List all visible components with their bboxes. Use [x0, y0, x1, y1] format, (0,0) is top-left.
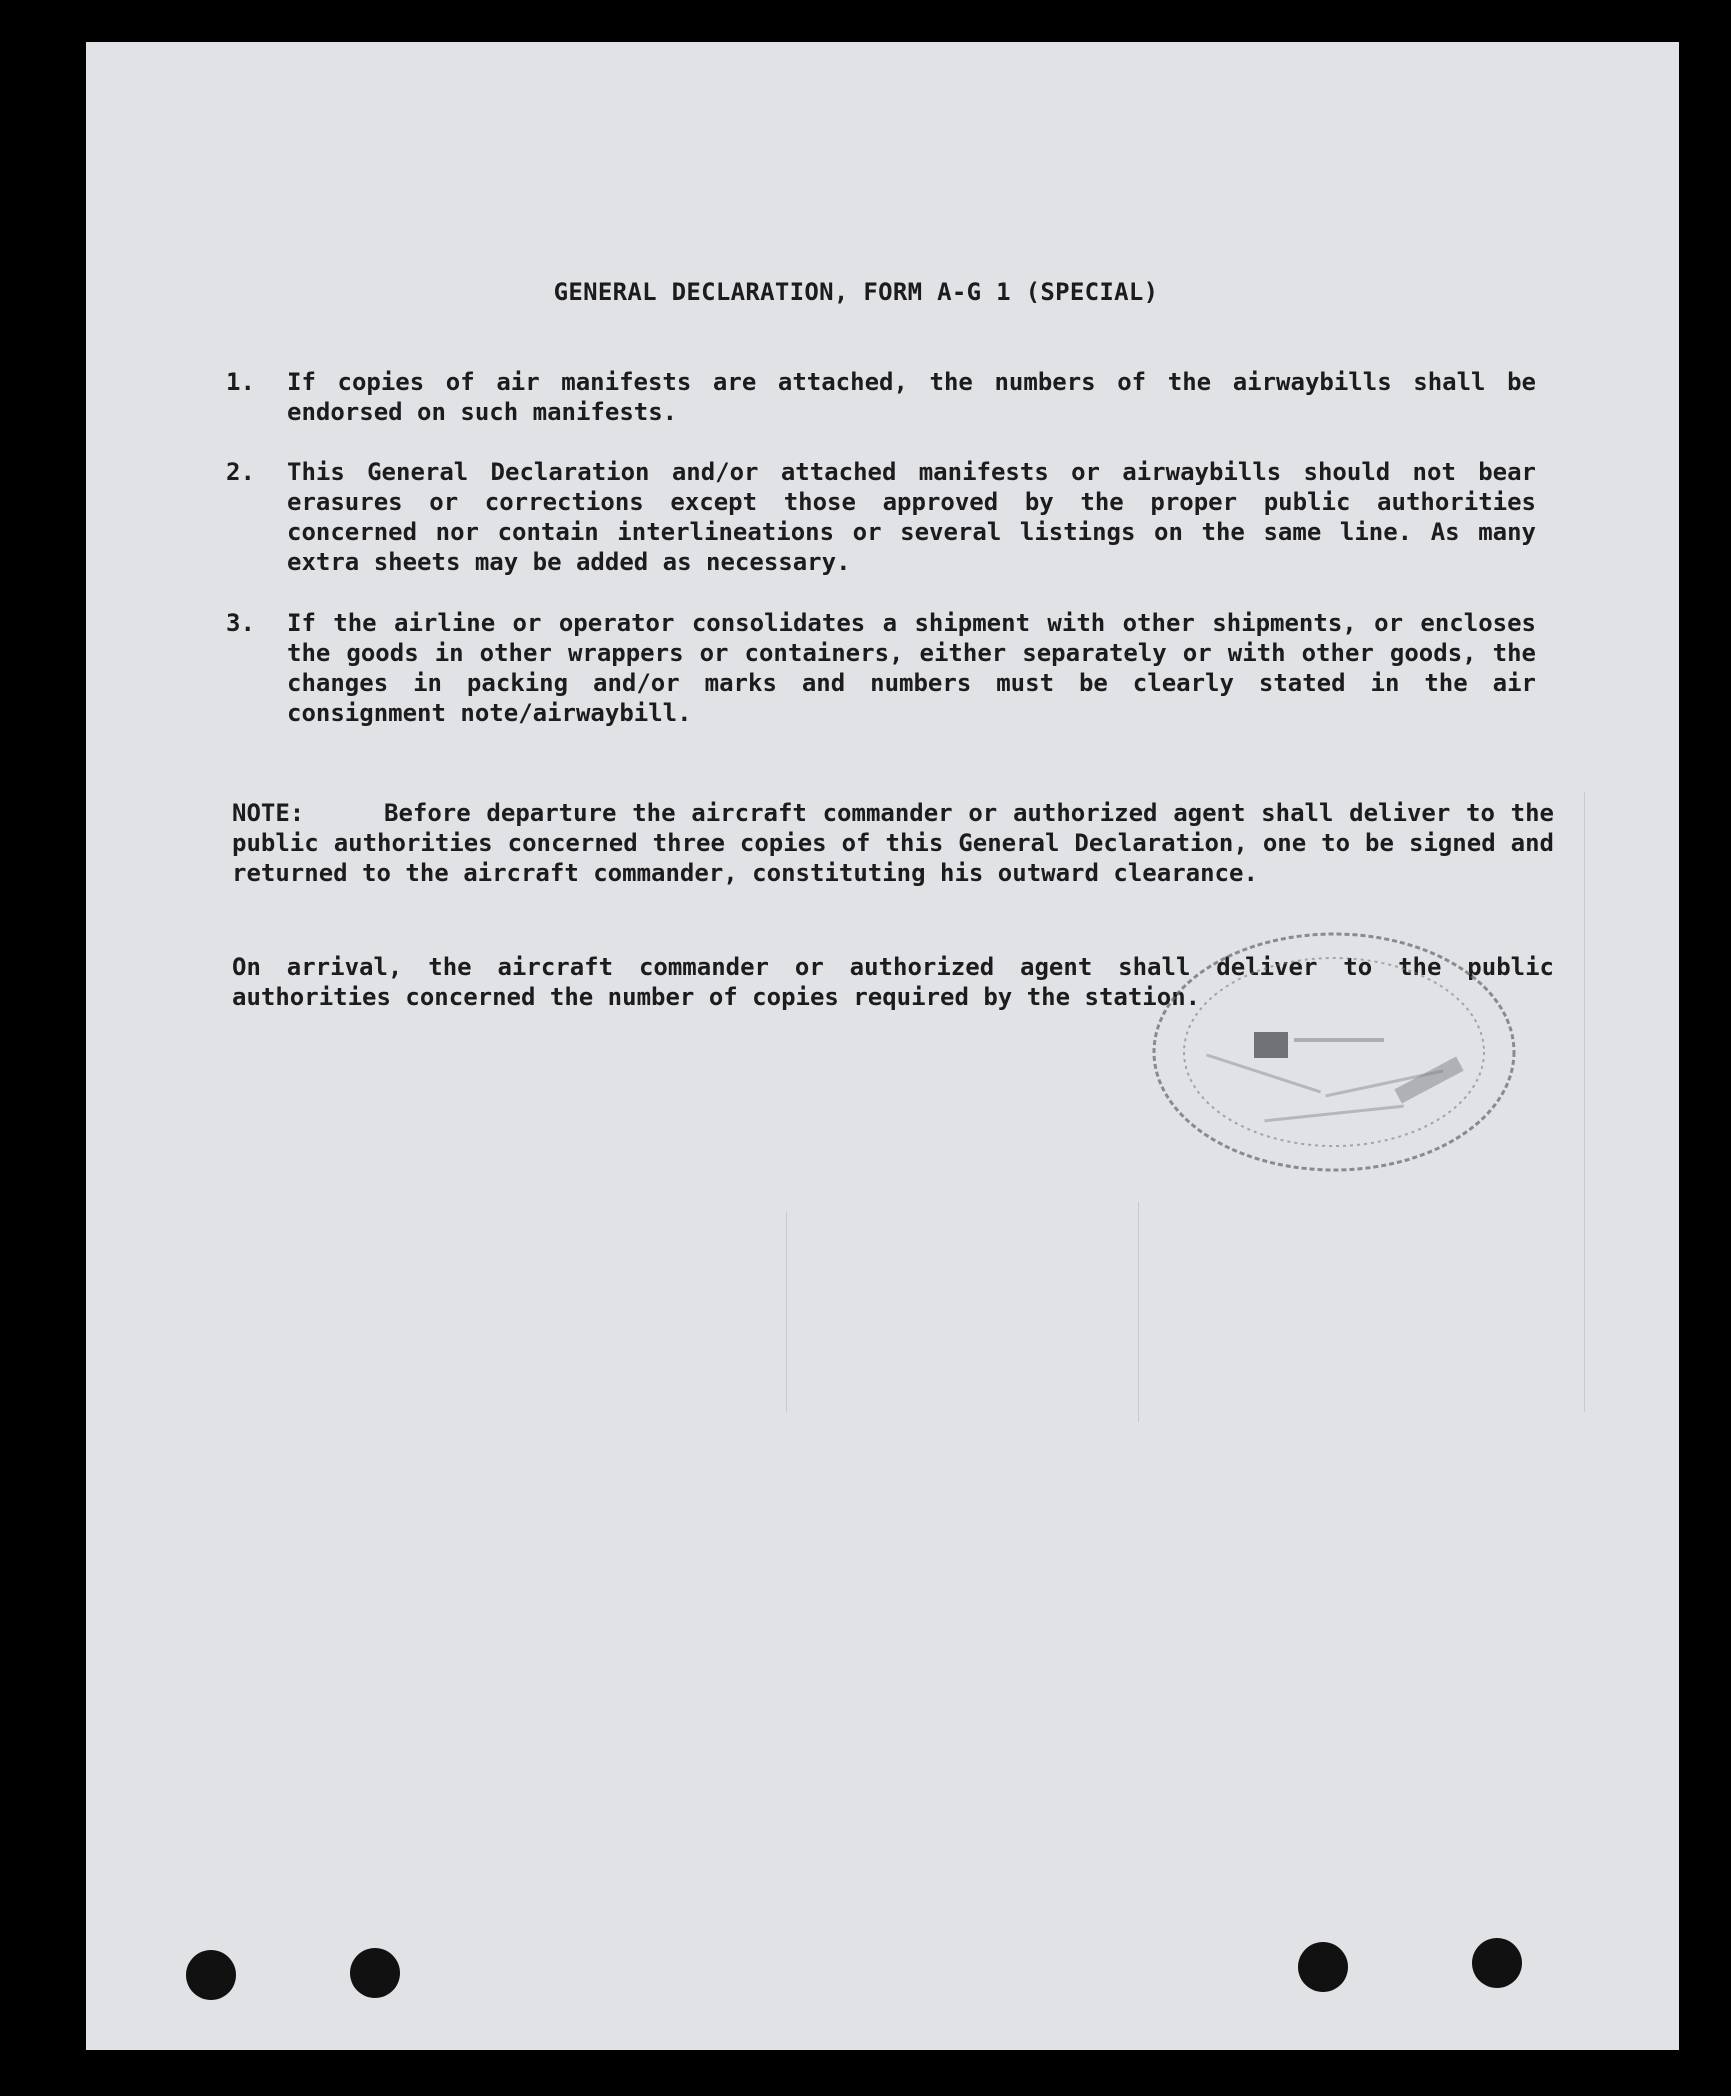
list-item [226, 608, 1536, 728]
list-item-number: 1. [226, 368, 255, 396]
list-item-number: 2. [226, 458, 255, 486]
show-through-line [1138, 1202, 1139, 1422]
punch-hole [186, 1950, 236, 2000]
list-item-text: If copies of air manifests are attached, the numbers of the airwaybills shall be endorsed on such manifests. [287, 368, 1536, 426]
arrival-paragraph: On arrival, the aircraft commander or authorized agent shall deliver to the public authorities concerned the number of copies required by the station. [232, 953, 1554, 1011]
list-item-text: This General Declaration and/or attached manifests or airwaybills should not bear erasures or corrections except those approved by the proper public authorities concerned nor contain interlineations or several listings on the same line. As many extra sheets may be added as necessary. [287, 458, 1536, 576]
punch-hole [350, 1948, 400, 1998]
list-item-number: 3. [226, 609, 255, 637]
customs-stamp [1144, 922, 1524, 1182]
document-title: GENERAL DECLARATION, FORM A-G 1 (SPECIAL) [553, 278, 1159, 306]
list-item [226, 367, 1536, 427]
note-label: NOTE: [232, 799, 305, 827]
document-page [86, 42, 1679, 2050]
punch-hole [1298, 1942, 1348, 1992]
show-through-line [1584, 792, 1585, 1412]
note-paragraph [232, 798, 1554, 888]
list-item-text: If the airline or operator consolidates a shipment with other shipments, or encloses the goods in other wrappers or containers, either separately or with other goods, the changes in packing and/or marks and numbers must be clearly stated in the air consignment note/airwaybill. [287, 609, 1536, 727]
show-through-line [786, 1212, 787, 1412]
list-item [226, 457, 1536, 577]
punch-hole [1472, 1938, 1522, 1988]
note-text: Before departure the aircraft commander or authorized agent shall deliver to the public authorities concerned three copies of this General Declaration, one to be signed and returned to the aircraft commander, constituting his outward clearance. [232, 799, 1554, 887]
